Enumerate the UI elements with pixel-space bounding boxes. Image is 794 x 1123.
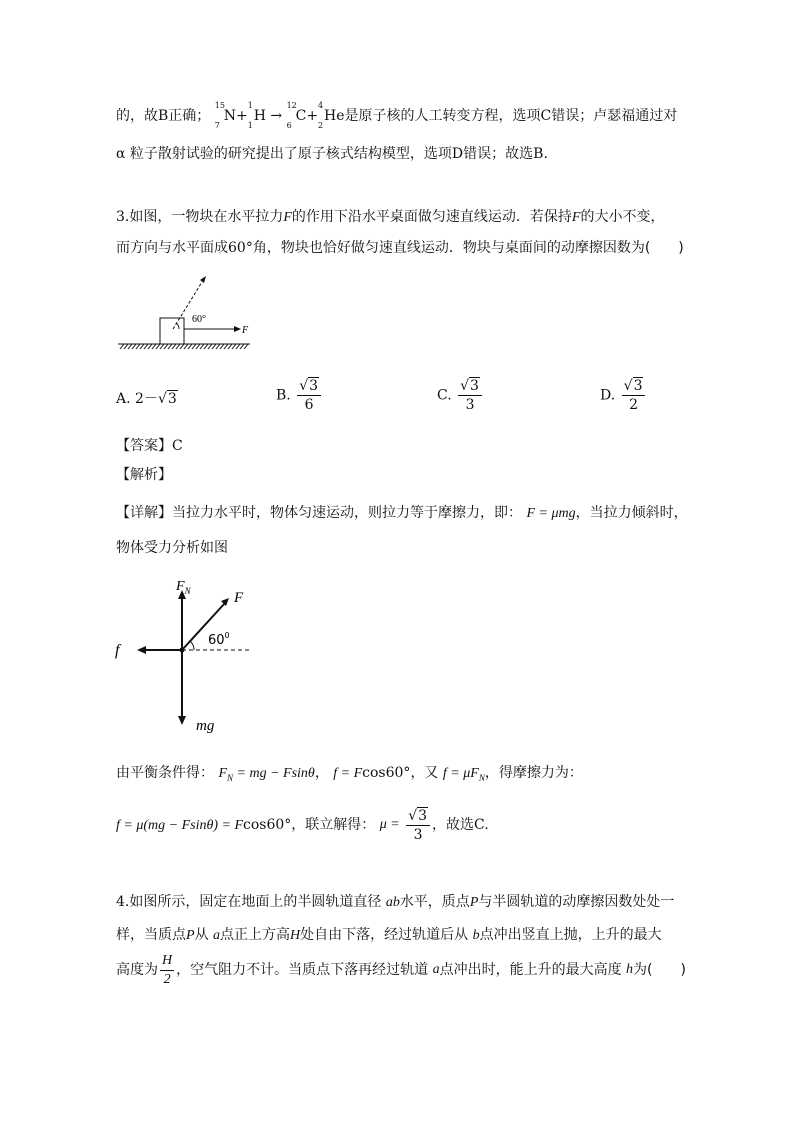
q3-stem-line-2: 而方向与水平面成60°角，物块也恰好做匀速直线运动．物块与桌面间的动摩擦因数为( ) <box>116 240 684 256</box>
block <box>160 318 184 344</box>
angle-arc <box>176 323 179 329</box>
free-body-diagram <box>110 575 270 735</box>
fbd-fn-label: $F_N$ <box>176 579 191 596</box>
h-over-2-fraction: $\frac{H}{2}$ <box>162 952 173 987</box>
q4-stem-line-3: 高度为 $\frac{H}{2}$ ，空气阻力不计。当质点下落再经过轨道 a点冲出时，能上升的最大高度 h为( ) <box>116 952 686 987</box>
fbd-mg-label: mg <box>196 718 215 734</box>
weight-arrowhead <box>178 716 186 725</box>
option-b: B. $\frac{√3}{6}$ <box>276 377 323 414</box>
inclined-force-arrowhead <box>200 276 206 283</box>
fbd-angle-arc <box>190 641 194 650</box>
mu-fraction: $\frac{√3}{3}$ <box>406 807 430 844</box>
q4-stem-line-2: 样，当质点P从 a点正上方高H处自由下落，经过轨道后从 b点冲出竖直上抛，上升的最大 <box>116 927 662 943</box>
prev-line-1: 的，故B正确； 15 7 N+ 1 1 H → 12 6 C+ 4 2 He是原子核的人工转变方程，选项C错误；卢瑟福通过对 <box>116 101 678 130</box>
answer-blank: ( ) <box>644 240 684 256</box>
analysis-heading: 【解析】 <box>116 467 172 483</box>
fbd-f-label: f <box>115 642 120 659</box>
detail-line-1: 【详解】当拉力水平时，物体匀速运动，则拉力等于摩擦力，即： F = μmg，当拉力倾斜时， <box>116 505 688 521</box>
q4-answer-blank: ( ) <box>647 962 686 978</box>
fraction-sqrt3-over-3: $\frac{√3}{3}$ <box>458 377 482 414</box>
fbd-angle-label: $60^0$ <box>208 631 230 648</box>
solution-equation: f = μ(mg − Fsinθ) = Fcos60°，联立解得： μ = $\frac{√3}{3}$ ，故选C. <box>116 807 489 843</box>
fraction-sqrt3-over-6: $\frac{√3}{6}$ <box>297 377 321 414</box>
nuclide-helium: 4 2 He <box>318 101 345 130</box>
detail-line-2: 物体受力分析如图 <box>116 540 228 556</box>
nuclide-nitrogen: 15 7 N <box>214 101 236 130</box>
fraction-sqrt3-over-2: $\frac{√3}{2}$ <box>622 377 646 414</box>
body-point <box>180 648 185 653</box>
friction-arrowhead <box>137 646 146 654</box>
sqrt-3: √3 <box>157 391 177 407</box>
nuclide-hydrogen: 1 1 H <box>247 101 266 130</box>
q4-stem-line-1: 4.如图所示，固定在地面上的半圆轨道直径 ab水平，质点P与半圆轨道的动摩擦因数处处一 <box>116 894 675 910</box>
answer-line: 【答案】C <box>116 438 183 454</box>
reaction-arrow: → <box>270 108 283 124</box>
nuclide-carbon: 12 6 C <box>286 101 307 130</box>
prev-line-2: α 粒子散射试验的研究提出了原子核式结构模型，选项D错误；故选B. <box>116 146 548 162</box>
option-d: D. $\frac{√3}{2}$ <box>600 377 647 414</box>
table-hatching <box>120 344 248 349</box>
option-a: A. 2－√3 <box>116 391 177 407</box>
q3-stem-line-1: 3.如图，一物块在水平拉力F的作用下沿水平桌面做匀速直线运动．若保持F的大小不变， <box>116 209 665 225</box>
equilibrium-equations: 由平衡条件得： $F_N$ = mg − Fsinθ， f = Fcos60°，又 $f = \mu F_N$，得摩擦力为： <box>116 765 583 783</box>
force-label: F <box>242 325 249 336</box>
horizontal-force-arrowhead <box>234 326 241 332</box>
q3-figure <box>116 274 276 354</box>
option-c: C. $\frac{√3}{3}$ <box>437 377 484 414</box>
angle-label: 60° <box>192 314 206 325</box>
fbd-F-label: F <box>234 590 244 606</box>
